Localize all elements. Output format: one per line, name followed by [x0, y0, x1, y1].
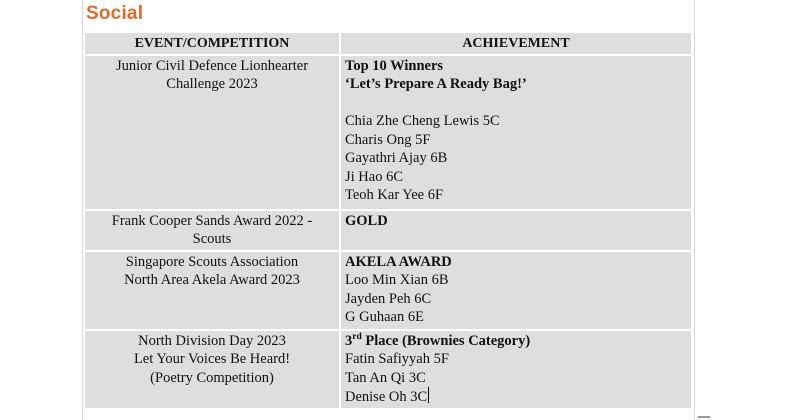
place-suffix: rd	[352, 331, 362, 342]
page-border-right	[694, 0, 695, 420]
student-name: Tan An Qi 3C	[345, 369, 426, 386]
event-line: Scouts	[192, 231, 232, 247]
header-achievement: ACHIEVEMENT	[341, 33, 691, 54]
spacer	[345, 94, 687, 113]
event-cell	[85, 252, 339, 329]
header-event: EVENT/COMPETITION	[85, 33, 339, 54]
student-name: Charis Ong 5F	[345, 131, 431, 148]
event-line: (Poetry Competition)	[150, 369, 274, 386]
student-name: Loo Min Xian 6B	[345, 272, 449, 288]
achievement-title: AKELA AWARD	[345, 253, 452, 270]
event-line: Let Your Voices Be Heard!	[133, 351, 291, 367]
page-corner-mark	[698, 416, 710, 418]
section-title: Social	[86, 3, 144, 24]
student-name: Chia Zhe Cheng Lewis 5C	[345, 113, 500, 129]
student-name: Teoh Kar Yee 6F	[345, 187, 444, 203]
student-name: G Guhaan 6E	[345, 309, 424, 325]
achievement-subtitle: ‘Let’s Prepare A Ready Bag!’	[345, 76, 527, 92]
event-line: North Division Day 2023	[138, 332, 286, 349]
achievement-title	[345, 332, 687, 351]
table-row	[85, 211, 691, 250]
text-cursor	[428, 387, 429, 403]
achievement-cell	[341, 211, 691, 250]
event-cell	[85, 211, 339, 250]
event-cell	[85, 56, 339, 209]
event-line: Singapore Scouts Association	[125, 253, 299, 270]
event-line: Frank Cooper Sands Award 2022 -	[111, 212, 313, 229]
table-header-row	[85, 33, 691, 54]
place-text: Place (Brownies Category)	[361, 332, 531, 349]
event-line: North Area Akela Award 2023	[124, 272, 300, 288]
awards-table	[83, 31, 693, 410]
event-cell	[85, 331, 339, 408]
student-name: Ji Hao 6C	[345, 168, 403, 185]
achievement-cell	[341, 331, 691, 408]
table-row	[85, 56, 691, 209]
student-name: Denise Oh 3C	[345, 389, 428, 405]
student-name: Jayden Peh 6C	[345, 290, 432, 307]
achievement-cell	[341, 252, 691, 329]
achievement-title: GOLD	[345, 212, 388, 229]
place-number: 3	[345, 332, 353, 349]
achievement-title: Top 10 Winners	[345, 57, 444, 74]
student-name-with-cursor[interactable]	[345, 387, 687, 407]
achievement-cell	[341, 56, 691, 209]
table-row	[85, 252, 691, 329]
table-row	[85, 331, 691, 408]
student-name: Gayathri Ajay 6B	[345, 150, 448, 166]
student-name: Fatin Safiyyah 5F	[345, 351, 449, 367]
event-line: Junior Civil Defence Lionhearter	[115, 57, 309, 74]
event-line: Challenge 2023	[166, 76, 258, 92]
